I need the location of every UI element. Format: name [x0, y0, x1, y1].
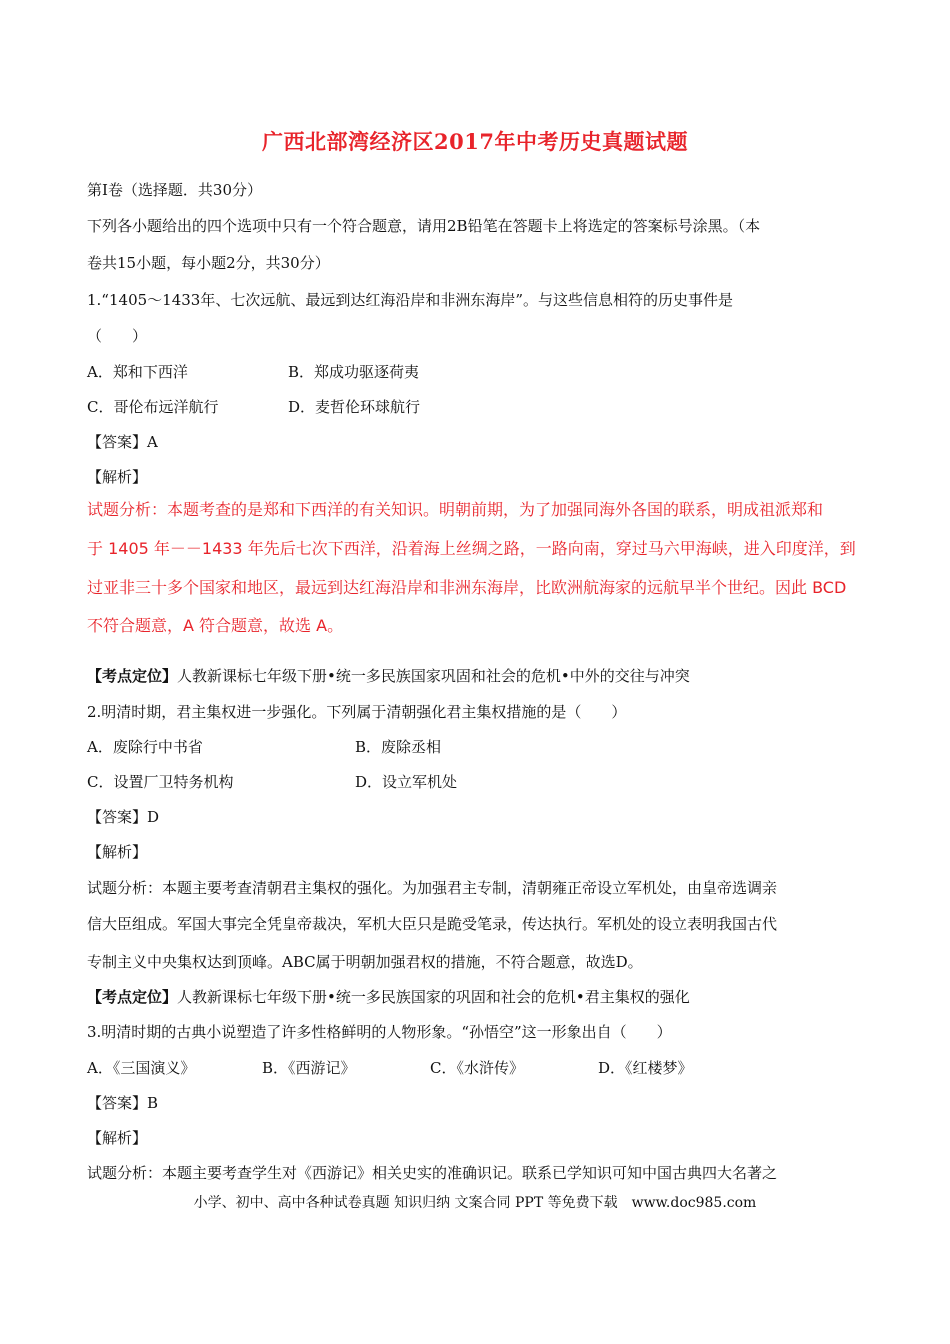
question-3-analysis-label: 【解析】: [87, 1129, 148, 1147]
question-2-kaodian: [87, 987, 690, 1007]
kaodian-text: 人教新课标七年级下册•统一多民族国家巩固和社会的危机•中外的交往与冲突: [177, 667, 690, 685]
question-2-analysis-label: 【解析】: [87, 843, 148, 861]
question-1-option-c: C．哥伦布远洋航行: [87, 398, 219, 416]
question-1-kaodian: [87, 666, 690, 686]
question-2-option-a: A．废除行中书省: [87, 738, 203, 756]
question-2-analysis-line-3: 专制主义中央集权达到顶峰。ABC属于明朝加强君权的措施，不符合题意，故选D。: [87, 953, 643, 971]
question-2-analysis-line-1: 试题分析：本题主要考查清朝君主集权的强化。为加强君主专制，清朝雍正帝设立军机处，由皇帝选调亲: [87, 879, 778, 897]
section-heading: 第Ⅰ卷（选择题．共30分）: [87, 181, 263, 199]
question-2-analysis-line-2: 信大臣组成。军国大事完全凭皇帝裁决，军机大臣只是跪受笔录，传达执行。军机处的设立表明我国古代: [87, 915, 778, 933]
question-1-option-a: A．郑和下西洋: [87, 363, 188, 381]
question-3-option-a: A．《三国演义》: [87, 1059, 196, 1077]
question-2-answer: 【答案】D: [87, 808, 160, 826]
instructions-line-1: 下列各小题给出的四个选项中只有一个符合题意，请用2B铅笔在答题卡上将选定的答案标号涂黑。（本: [87, 217, 761, 235]
question-1-analysis-line-1: 试题分析：本题考查的是郑和下西洋的有关知识。明朝前期，为了加强同海外各国的联系，明成祖派郑和: [87, 500, 824, 519]
page-title: 广西北部湾经济区2017年中考历史真题试题: [262, 129, 688, 154]
question-1-option-b: B．郑成功驱逐荷夷: [288, 363, 420, 381]
kaodian-label: 【考点定位】: [87, 988, 178, 1006]
question-3-option-b: B．《西游记》: [262, 1059, 356, 1077]
question-1-analysis-line-4: 不符合题意，A 符合题意，故选 A。: [87, 616, 344, 635]
page-footer: 小学、初中、高中各种试卷真题 知识归纳 文案合同 PPT 等免费下载 www.doc985.com: [193, 1195, 757, 1211]
question-1-stem: 1.“1405～1433年、七次远航、最远到达红海沿岸和非洲东海岸”。与这些信息相符的历史事件是: [87, 291, 733, 309]
kaodian-text: 人教新课标七年级下册•统一多民族国家的巩固和社会的危机•君主集权的强化: [177, 988, 690, 1006]
question-1-option-d: D．麦哲伦环球航行: [288, 398, 421, 416]
question-2-option-c: C．设置厂卫特务机构: [87, 773, 234, 791]
question-3-option-d: D．《红楼梦》: [598, 1059, 693, 1077]
question-3-answer: 【答案】B: [87, 1094, 159, 1112]
question-1-answer: 【答案】A: [87, 433, 158, 451]
question-1-analysis-line-2: 于 1405 年－－1433 年先后七次下西洋，沿着海上丝绸之路，一路向南，穿过马六甲海峡，进入印度洋，到: [87, 539, 856, 558]
instructions-line-2: 卷共15小题，每小题2分，共30分）: [87, 254, 330, 272]
question-3-analysis-line-1: 试题分析：本题主要考查学生对《西游记》相关史实的准确识记。联系已学知识可知中国古典四大名著之: [87, 1164, 778, 1182]
kaodian-label: 【考点定位】: [87, 667, 178, 685]
question-1-analysis-label: 【解析】: [87, 468, 148, 486]
question-1-paren: （ ）: [87, 327, 148, 345]
question-2-stem: 2.明清时期，君主集权进一步强化。下列属于清朝强化君主集权措施的是（ ）: [87, 703, 627, 721]
question-3-option-c: C．《水浒传》: [430, 1059, 524, 1077]
question-3-stem: 3.明清时期的古典小说塑造了许多性格鲜明的人物形象。“孙悟空”这一形象出自（ ）: [87, 1023, 672, 1041]
question-2-option-b: B．废除丞相: [355, 738, 442, 756]
question-2-option-d: D．设立军机处: [355, 773, 458, 791]
question-1-analysis-line-3: 过亚非三十多个国家和地区，最远到达红海沿岸和非洲东海岸，比欧洲航海家的远航早半个世纪。因此 BCD: [87, 578, 847, 597]
